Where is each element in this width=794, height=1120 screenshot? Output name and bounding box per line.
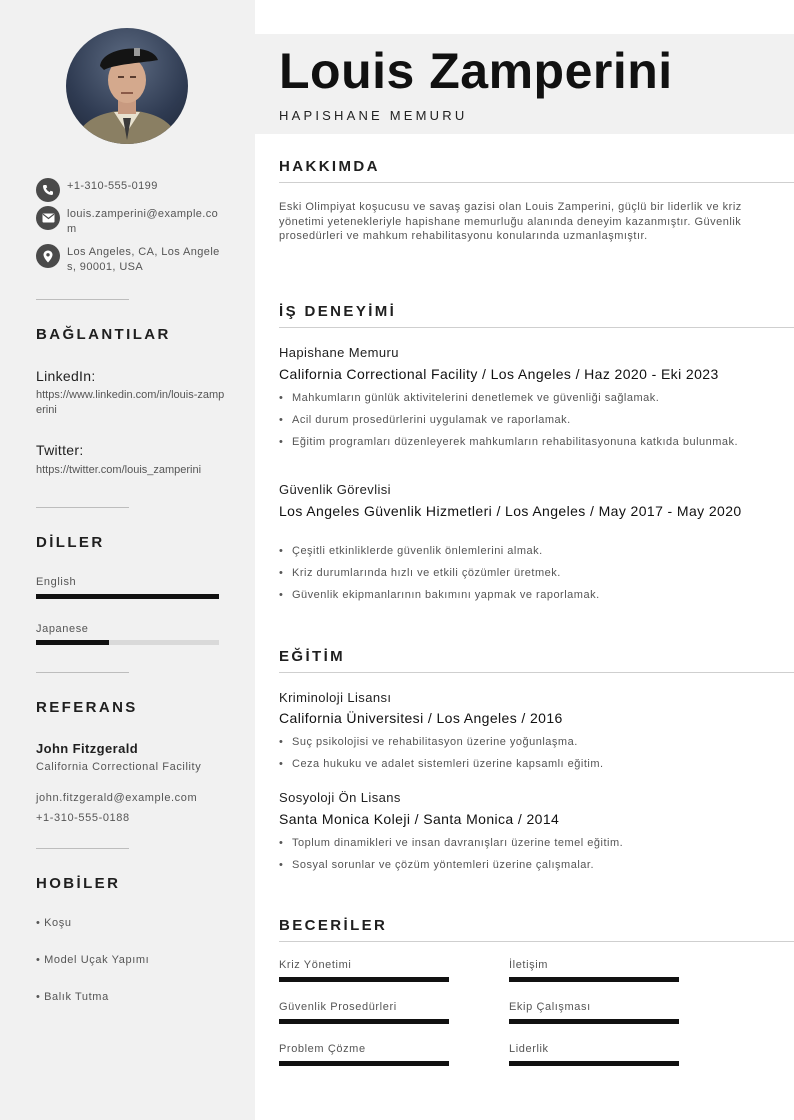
job-role: Hapishane Memuru: [279, 345, 399, 360]
about-heading: HAKKIMDA: [279, 158, 380, 175]
section-rule: [279, 941, 794, 942]
language-level-fill: [36, 640, 109, 645]
phone-icon: [36, 178, 60, 202]
skill-name: Liderlik: [509, 1043, 549, 1055]
skill-level-bar: [279, 1019, 449, 1024]
education-heading: EĞİTİM: [279, 648, 346, 665]
divider: [36, 507, 129, 508]
hobby-label: Koşu: [44, 917, 72, 929]
location-pin-icon: [36, 244, 60, 268]
experience-heading: İŞ DENEYİMİ: [279, 303, 397, 320]
hobby-label: Model Uçak Yapımı: [44, 954, 150, 966]
job-bullet: • Çeşitli etkinliklerde güvenlik önlemlerini almak.: [279, 544, 749, 559]
job-role: Güvenlik Görevlisi: [279, 482, 391, 497]
email-text[interactable]: louis.zamperini@example.com: [67, 208, 219, 235]
school-line: California Üniversitesi / Los Angeles / 2016: [279, 710, 563, 726]
school-line: Santa Monica Koleji / Santa Monica / 2014: [279, 811, 560, 827]
phone-text: +1-310-555-0199: [67, 180, 158, 192]
reference-phone: +1-310-555-0188: [36, 812, 130, 824]
twitter-label: Twitter:: [36, 442, 84, 458]
language-name: Japanese: [36, 623, 89, 635]
contact-address: [36, 244, 226, 274]
reference-name: John Fitzgerald: [36, 741, 139, 756]
sidebar: [0, 0, 255, 1120]
skill-level-bar: [509, 1019, 679, 1024]
hobby-item: • Koşu: [36, 917, 72, 929]
degree-title: Sosyoloji Ön Lisans: [279, 790, 401, 805]
skill-name: İletişim: [509, 959, 549, 971]
skill-level-bar: [279, 977, 449, 982]
language-level-bar: [36, 640, 219, 645]
skill-name: Ekip Çalışması: [509, 1001, 591, 1013]
job-bullet: • Eğitim programları düzenleyerek mahkumların rehabilitasyonuna katkıda bulunmak.: [279, 435, 749, 450]
language-level-bar: [36, 594, 219, 599]
about-text: Eski Olimpiyat koşucusu ve savaş gazisi olan Louis Zamperini, güçlü bir liderlik ve kriz yönetimi yetenekleriyle hapishane memurluğu alanında deneyim kazanmıştır. Güvenlik prosedürleri ve mahkum rehabilitasyonu konularında uzmanlaşmıştır.: [279, 201, 742, 242]
divider: [36, 299, 129, 300]
section-rule: [279, 327, 794, 328]
profile-photo: [66, 28, 188, 144]
language-level-fill: [36, 594, 219, 599]
contact-phone: [36, 178, 226, 202]
reference-heading: REFERANS: [36, 699, 138, 716]
hobby-item: • Model Uçak Yapımı: [36, 954, 150, 966]
linkedin-label: LinkedIn:: [36, 368, 96, 384]
skill-level-bar: [279, 1061, 449, 1066]
job-title: HAPISHANE MEMURU: [279, 108, 468, 123]
skills-heading: BECERİLER: [279, 917, 388, 934]
reference-email[interactable]: john.fitzgerald@example.com: [36, 792, 198, 804]
education-bullet: • Suç psikolojisi ve rehabilitasyon üzerine yoğunlaşma.: [279, 735, 749, 750]
section-rule: [279, 182, 794, 183]
skill-name: Kriz Yönetimi: [279, 959, 352, 971]
hobby-label: Balık Tutma: [44, 991, 109, 1003]
job-bullet: • Mahkumların günlük aktivitelerini denetlemek ve güvenliği sağlamak.: [279, 391, 749, 406]
job-employer: Los Angeles Güvenlik Hizmetleri / Los Angeles / May 2017 - May 2020: [279, 503, 742, 519]
twitter-link[interactable]: https://twitter.com/louis_zamperini: [36, 464, 202, 476]
skill-level-bar: [509, 1061, 679, 1066]
languages-heading: DİLLER: [36, 534, 105, 551]
hobby-item: • Balık Tutma: [36, 991, 109, 1003]
job-bullet: • Kriz durumlarında hızlı ve etkili çözümler üretmek.: [279, 566, 749, 581]
language-name: English: [36, 576, 77, 588]
divider: [36, 848, 129, 849]
reference-company: California Correctional Facility: [36, 761, 202, 773]
job-bullet: • Acil durum prosedürlerini uygulamak ve raporlamak.: [279, 413, 749, 428]
degree-title: Kriminoloji Lisansı: [279, 690, 392, 705]
section-rule: [279, 672, 794, 673]
divider: [36, 672, 129, 673]
education-bullet: • Sosyal sorunlar ve çözüm yöntemleri üzerine çalışmalar.: [279, 858, 749, 873]
contact-email: [36, 206, 226, 236]
linkedin-link[interactable]: https://www.linkedin.com/in/louis-zamperini: [36, 389, 225, 416]
education-bullet: • Ceza hukuku ve adalet sistemleri üzerine kapsamlı eğitim.: [279, 757, 749, 772]
person-name: Louis Zamperini: [279, 43, 673, 99]
job-bullet: • Güvenlik ekipmanlarının bakımını yapmak ve raporlamak.: [279, 588, 749, 603]
address-text: Los Angeles, CA, Los Angeles, 90001, USA: [67, 246, 220, 273]
skill-name: Güvenlik Prosedürleri: [279, 1001, 397, 1013]
envelope-icon: [36, 206, 60, 230]
hobbies-heading: HOBİLER: [36, 875, 121, 892]
skill-name: Problem Çözme: [279, 1043, 366, 1055]
education-bullet: • Toplum dinamikleri ve insan davranışları üzerine temel eğitim.: [279, 836, 749, 851]
links-heading: BAĞLANTILAR: [36, 326, 171, 343]
skill-level-bar: [509, 977, 679, 982]
job-employer: California Correctional Facility / Los Angeles / Haz 2020 - Eki 2023: [279, 366, 719, 382]
